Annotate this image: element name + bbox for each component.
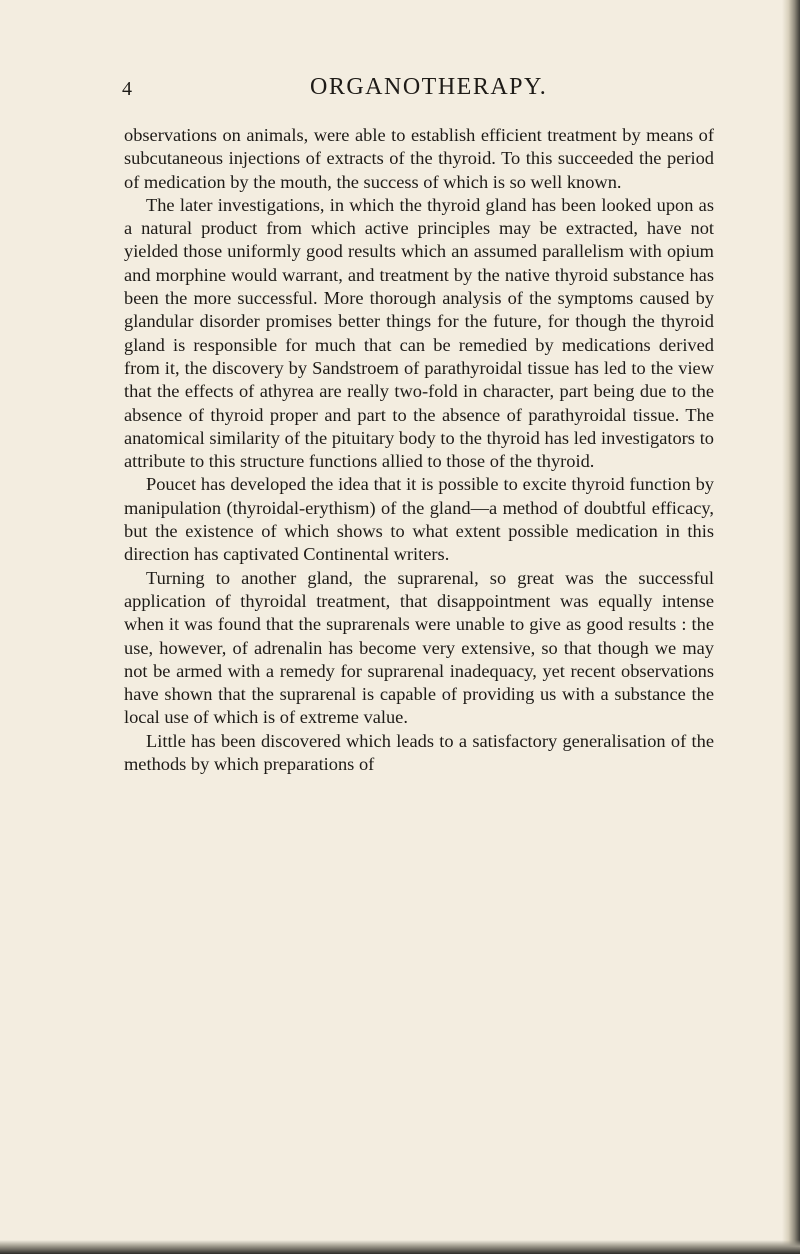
- running-head-title: ORGANOTHERAPY.: [310, 74, 548, 100]
- body-text: [124, 124, 714, 776]
- paragraph: Poucet has developed the idea that it is possible to excite thyroid function by manipulation (thyroidal-erythism) of the gland—a method of doubtful efficacy, but the existence of which shows to what extent possible medication in this direction has captivated Continental writers.: [124, 474, 714, 565]
- paragraph: Little has been discovered which leads to a satisfactory generalisation of the methods by which preparations of: [124, 730, 714, 775]
- page-bottom-edge: [0, 1240, 800, 1254]
- page-binding-shadow: [782, 0, 800, 1254]
- paragraph: Turning to another gland, the suprarenal, so great was the successful application of thyroidal treatment, that disappointment was equally intense when it was found that the suprarenals were unable to give as good results : the use, however, of adrenalin has become very extensive, so that though we may not be armed with a remedy for suprarenal inadequacy, yet recent observations have shown that the suprarenal is capable of providing us with a substance the local use of which is of extreme value.: [124, 567, 714, 728]
- page-number: 4: [122, 78, 132, 100]
- paragraph: The later investigations, in which the thyroid gland has been looked upon as a natural product from which active principles may be extracted, have not yielded those uniformly good results which an assumed parallelism with opium and morphine would warrant, and treatment by the native thyroid substance has been the more successful. More thorough analysis of the symptoms caused by glandular disorder promises better things for the future, for though the thyroid gland is responsible for much that can be remedied by medications derived from it, the discovery by Sandstroem of parathyroidal tissue has led to the view that the effects of athyrea are really two-fold in character, part being due to the absence of thyroid proper and part to the absence of parathyroidal tissue. The anatomical similarity of the pituitary body to the thyroid has led investigators to attribute to this structure functions allied to those of the thyroid.: [124, 194, 714, 472]
- paragraph-continued: observations on animals, were able to establish efficient treatment by means of subcutaneous injections of extracts of the thyroid. To this succeeded the period of medication by the mouth, the success of which is so well known.: [124, 125, 714, 192]
- page-header: [0, 74, 800, 110]
